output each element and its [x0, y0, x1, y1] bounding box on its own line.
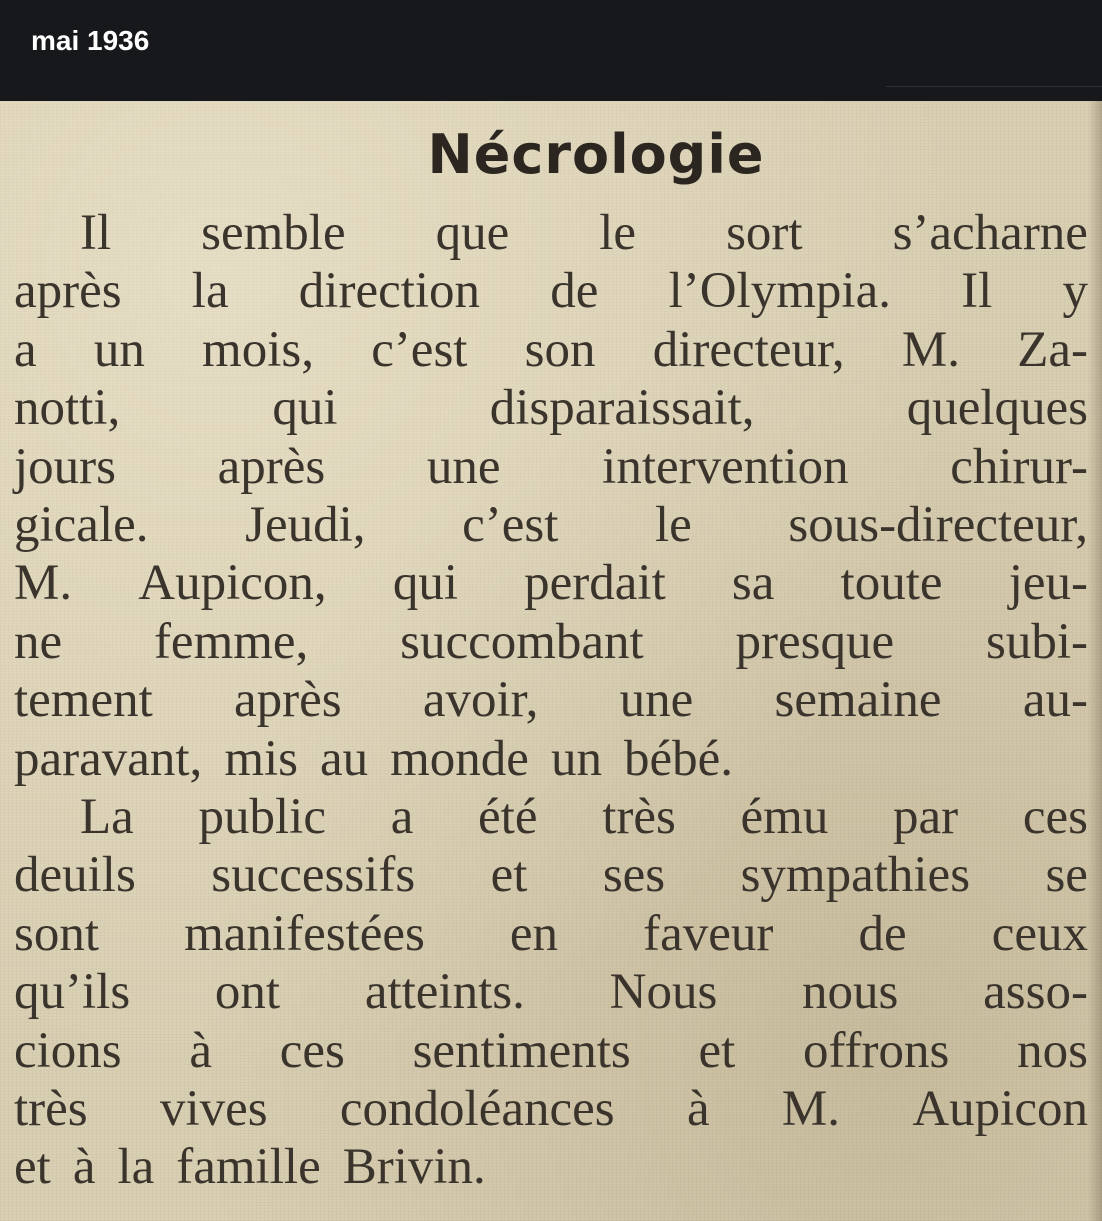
article-word: cions — [14, 1023, 122, 1079]
article-word: ne — [14, 614, 63, 670]
article-line — [14, 1138, 1088, 1196]
article-word: qui — [272, 380, 338, 436]
article-word: qui — [392, 555, 458, 611]
article-word: quelques — [906, 380, 1088, 436]
article-word: directeur, — [652, 322, 845, 378]
article-word: que — [435, 205, 510, 261]
article-word: ceux — [991, 906, 1088, 962]
article-word: la — [191, 263, 229, 319]
newspaper-clipping — [0, 101, 1102, 1221]
article-word: nous — [802, 964, 899, 1020]
article-line — [14, 730, 1088, 788]
article-word: Il — [80, 205, 112, 261]
article-word: après — [217, 439, 326, 495]
article-word: un — [550, 731, 602, 787]
article-word: Za- — [1017, 322, 1088, 378]
article-word: au — [320, 731, 369, 787]
article-word: et — [698, 1023, 736, 1079]
article-word: famille — [176, 1139, 321, 1195]
article-word: a — [14, 322, 37, 378]
article-line — [14, 1080, 1088, 1138]
article-word: presque — [735, 614, 895, 670]
article-word: un — [93, 322, 145, 378]
article-word: nos — [1017, 1023, 1088, 1079]
article-word: qu’ils — [14, 964, 131, 1020]
article-word: intervention — [602, 439, 849, 495]
article-word: ces — [279, 1023, 345, 1079]
article-line — [80, 204, 1088, 262]
article-word: disparaissait, — [489, 380, 755, 436]
article-word: toute — [840, 555, 943, 611]
article-word: une — [426, 439, 501, 495]
article-word: à — [72, 1139, 96, 1195]
article-word: le — [599, 205, 637, 261]
article-word: au- — [1022, 672, 1088, 728]
article-word: M. — [781, 1081, 840, 1137]
article-word: une — [619, 672, 694, 728]
article-word: M. — [14, 555, 73, 611]
article-line — [14, 554, 1088, 612]
article-word: sympathies — [740, 847, 971, 903]
article-word: y — [1062, 263, 1088, 319]
article-word: l’Olympia. — [668, 263, 891, 319]
article-word: paravant, — [14, 731, 203, 787]
article-word: la — [117, 1139, 155, 1195]
article-word: offrons — [802, 1023, 950, 1079]
article-word: Nous — [609, 964, 718, 1020]
article-word: Jeudi, — [245, 497, 366, 553]
article-word: par — [893, 789, 959, 845]
article-word: bébé. — [623, 731, 733, 787]
article-word: après — [234, 672, 342, 728]
article-word: très — [14, 1081, 88, 1137]
article-word: à — [686, 1081, 710, 1137]
article-word: Aupicon, — [138, 555, 327, 611]
article-word: successifs — [211, 847, 416, 903]
article-heading: Nécrologie — [427, 123, 765, 186]
article-word: se — [1045, 847, 1088, 903]
article-word: condoléances — [339, 1081, 615, 1137]
header-divider — [886, 86, 1102, 87]
article-word: en — [509, 906, 559, 962]
article-word: semble — [201, 205, 346, 261]
article-word: vives — [159, 1081, 268, 1137]
article-word: sort — [726, 205, 803, 261]
article-line — [80, 788, 1088, 846]
article-line — [14, 438, 1088, 496]
article-word: asso- — [983, 964, 1088, 1020]
article-word: ému — [740, 789, 829, 845]
article-word: s’acharne — [892, 205, 1088, 261]
top-bar — [0, 0, 1102, 101]
article-line — [14, 262, 1088, 320]
article-word: M. — [901, 322, 960, 378]
article-word: c’est — [462, 497, 559, 553]
article-word: jours — [14, 439, 116, 495]
article-line — [14, 321, 1088, 379]
article-word: ses — [602, 847, 666, 903]
article-word: succombant — [400, 614, 644, 670]
article-word: public — [198, 789, 326, 845]
article-word: jeu- — [1008, 555, 1088, 611]
article-word: Brivin. — [342, 1139, 486, 1195]
article-line — [14, 671, 1088, 729]
article-word: son — [524, 322, 596, 378]
article-word: ces — [1022, 789, 1088, 845]
clipping-edge-shadow — [1088, 101, 1102, 1221]
page-title: mai 1936 — [31, 25, 150, 56]
article-word: de — [550, 263, 599, 319]
article-line — [14, 613, 1088, 671]
article-line — [14, 1022, 1088, 1080]
article-word: à — [189, 1023, 213, 1079]
article-line — [14, 379, 1088, 437]
article-word: et — [490, 847, 528, 903]
article-word: monde — [390, 731, 529, 787]
article-word: notti, — [14, 380, 121, 436]
article-word: faveur — [643, 906, 774, 962]
article-word: chirur- — [950, 439, 1088, 495]
article-word: gicale. — [14, 497, 149, 553]
article-word: femme, — [153, 614, 309, 670]
article-word: de — [858, 906, 907, 962]
article-word: tement — [14, 672, 153, 728]
article-word: mois, — [202, 322, 314, 378]
article-word: après — [14, 263, 122, 319]
article-word: c’est — [371, 322, 468, 378]
article-word: direction — [298, 263, 481, 319]
article-word: La — [80, 789, 134, 845]
article-word: sentiments — [412, 1023, 631, 1079]
article-word: perdait — [524, 555, 666, 611]
article-word: semaine — [774, 672, 942, 728]
article-word: sous-directeur, — [788, 497, 1088, 553]
article-word: atteints. — [364, 964, 525, 1020]
article-word: été — [478, 789, 538, 845]
article-word: Il — [961, 263, 993, 319]
article-word: deuils — [14, 847, 136, 903]
article-word: le — [654, 497, 692, 553]
article-line — [14, 963, 1088, 1021]
article-line — [14, 846, 1088, 904]
article-word: a — [390, 789, 414, 845]
article-word: avoir, — [422, 672, 539, 728]
article-word: manifestées — [184, 906, 425, 962]
article-word: sa — [731, 555, 775, 611]
article-word: ont — [214, 964, 281, 1020]
article-word: mis — [224, 731, 298, 787]
article-word: Aupicon — [912, 1081, 1088, 1137]
article-line — [14, 905, 1088, 963]
article-line — [14, 496, 1088, 554]
article-word: et — [14, 1139, 51, 1195]
article-word: sont — [14, 906, 100, 962]
article-word: subi- — [985, 614, 1088, 670]
article-word: très — [602, 789, 676, 845]
